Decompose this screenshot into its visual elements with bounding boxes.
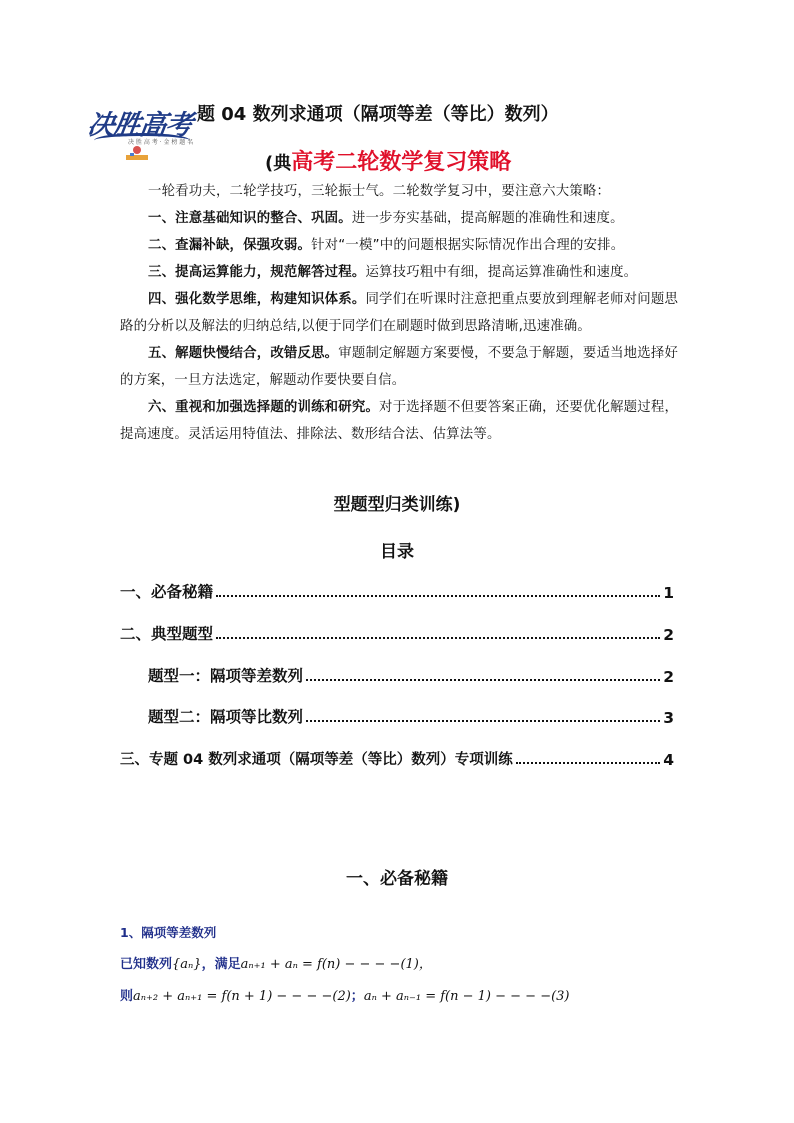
subhead: 1、隔项等差数列 [120,925,217,940]
toc-entry-1[interactable] [120,578,674,602]
toc-entry-5[interactable] [120,745,674,769]
formula-recurrence-1: aₙ₊₁ + aₙ = f(n) − − − −(1)， [240,957,432,972]
toc-entry-label: 一、必备秘籍 [120,583,214,601]
strategy-item-5-text: 审题制定解题方案要慢，不要急于解题，要适当地选择好的方案，一旦方法选定，解题动作要快要自信。 [120,346,679,388]
strategy-item-6 [120,394,680,448]
subtitle-prefix: (典 [265,153,292,174]
logo-text: 决胜高考 [85,110,194,141]
strategy-item-1-text: 进一步夯实基础，提高解题的准确性和速度。 [351,211,624,226]
subtitle-highlight: 高考二轮数学复习策略 [291,150,512,175]
toc-entry-label: 题型二：隔项等比数列 [148,708,304,726]
strategy-item-3-text: 运算技巧粗中有细，提高运算准确性和速度。 [365,265,638,280]
toc-entry-page: 4 [663,751,674,769]
toc-entry-page: 2 [663,668,674,686]
student-figure-icon [124,145,150,161]
toc-title: 目录 [380,542,414,562]
strategy-intro: 一轮看功夫，二轮学技巧，三轮振士气。二轮数学复习中，要注意六大策略： [148,184,611,199]
formula-separator: ； [350,989,364,1004]
logo [85,103,198,161]
toc-leader-dots [216,637,660,639]
strategy-item-2-bold: 二、查漏补缺，保强攻弱。 [148,238,312,253]
strategy-item-6-bold: 六、重视和加强选择题的训练和研究。 [148,400,380,415]
sequence-symbol: {aₙ} [172,957,202,972]
toc-entry-page: 2 [663,626,674,644]
strategy-item-4 [120,286,680,340]
strategy-item-1-bold: 一、注意基础知识的整合、巩固。 [148,211,352,226]
strategy-item-1 [120,205,680,232]
formula-line-2 [120,985,570,1004]
subtitle [265,145,511,176]
logo-subtext: 决 胜 高 考 · 金 榜 题 名 [128,139,194,146]
toc-leader-dots [216,595,660,597]
formula-recurrence-2: aₙ₊₂ + aₙ₊₁ = f(n + 1) − − − −(2) [133,989,351,1004]
toc-entry-label: 题型一：隔项等差数列 [148,667,304,685]
section-heading: 型题型归类训练) [333,495,461,515]
formula-line-2-label: 则 [120,989,134,1004]
toc-entry-page: 1 [663,584,674,602]
toc-entry-4[interactable] [148,703,674,727]
formula-recurrence-3: aₙ + aₙ₋₁ = f(n − 1) − − − −(3) [363,989,570,1004]
formula-line-1-mid: ，满足 [201,957,241,972]
strategy-item-3-bold: 三、提高运算能力，规范解答过程。 [148,265,366,280]
toc-entry-2[interactable] [120,620,674,644]
strategy-item-2-text: 针对“一模”中的问题根据实际情况作出合理的安排。 [311,238,625,253]
toc-leader-dots [306,679,660,681]
formula-line-1-label: 已知数列 [120,957,173,972]
toc-entry-page: 3 [663,709,674,727]
formula-line-1 [120,953,432,972]
toc-leader-dots [516,762,660,764]
strategy-item-5 [120,340,680,394]
strategy-item-4-text: 同学们在听课时注意把重点要放到理解老师对问题思路的分析以及解法的归纳总结,以便于同学们在刷题时做到思路清晰,迅速准确。 [120,292,679,334]
toc-entry-label: 二、典型题型 [120,625,214,643]
page-title: 题 04 数列求通项（隔项等差（等比）数列） [197,104,559,125]
strategy-item-3 [120,259,680,286]
toc-entry-3[interactable] [148,662,674,686]
body-section-title: 一、必备秘籍 [346,869,448,889]
toc-leader-dots [306,720,660,722]
toc-entry-label: 三、专题 04 数列求通项（隔项等差（等比）数列）专项训练 [120,752,513,768]
strategy-item-5-bold: 五、解题快慢结合，改错反思。 [148,346,339,361]
strategy-item-6-text: 对于选择题不但要答案正确，还要优化解题过程，提高速度。灵活运用特值法、排除法、数形结合法、估算法等。 [120,400,679,442]
strategy-item-2 [120,232,680,259]
strategy-item-4-bold: 四、强化数学思维，构建知识体系。 [148,292,366,307]
